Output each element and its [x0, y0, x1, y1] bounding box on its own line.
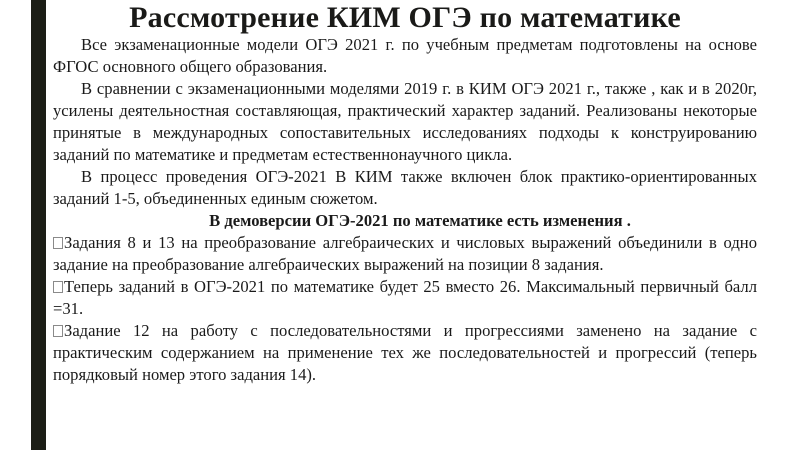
- change-item-text: Теперь заданий в ОГЭ-2021 по математике будет 25 вместо 26. Максимальный первичный балл =31.: [53, 277, 757, 318]
- change-item: [53, 320, 757, 386]
- paragraph-practice-block: В процесс проведения ОГЭ-2021 В КИМ также включен блок практико-ориентированных заданий 1-5, объединенных единым сюжетом.: [53, 167, 757, 208]
- square-bullet-icon: [53, 281, 63, 293]
- change-item-text: Задание 12 на работу с последовательностями и прогрессиями заменено на задание с практическим содержанием на применение тех же последовательностей и прогрессий (теперь порядковый номер этого задания 14).: [53, 321, 757, 384]
- change-item-text: Задания 8 и 13 на преобразование алгебраических и числовых выражений объединили в одно задание на преобразование алгебраических выражений на позиции 8 задания.: [53, 233, 757, 274]
- square-bullet-icon: [53, 325, 63, 337]
- accent-side-bar: [31, 0, 46, 450]
- paragraph-comparison: В сравнении с экзаменационными моделями 2019 г. в КИМ ОГЭ 2021 г., также , как и в 2020г, усилены деятельностная составляющая, практический характер заданий. Реализованы некоторые принятые в международных сопоставительных исследованиях подходы к конструированию заданий по математике и предметам естественнонаучного цикла.: [53, 79, 757, 164]
- changes-subheading: В демоверсии ОГЭ-2021 по математике есть изменения .: [209, 211, 631, 230]
- paragraph-fgos: Все экзаменационные модели ОГЭ 2021 г. по учебным предметам подготовлены на основе ФГОС основного общего образования.: [53, 35, 757, 76]
- slide-content: [53, 0, 757, 386]
- slide-title: Рассмотрение КИМ ОГЭ по математике: [129, 1, 681, 34]
- change-item: [53, 232, 757, 276]
- change-item: [53, 276, 757, 320]
- slide-body: [53, 34, 757, 386]
- square-bullet-icon: [53, 237, 63, 249]
